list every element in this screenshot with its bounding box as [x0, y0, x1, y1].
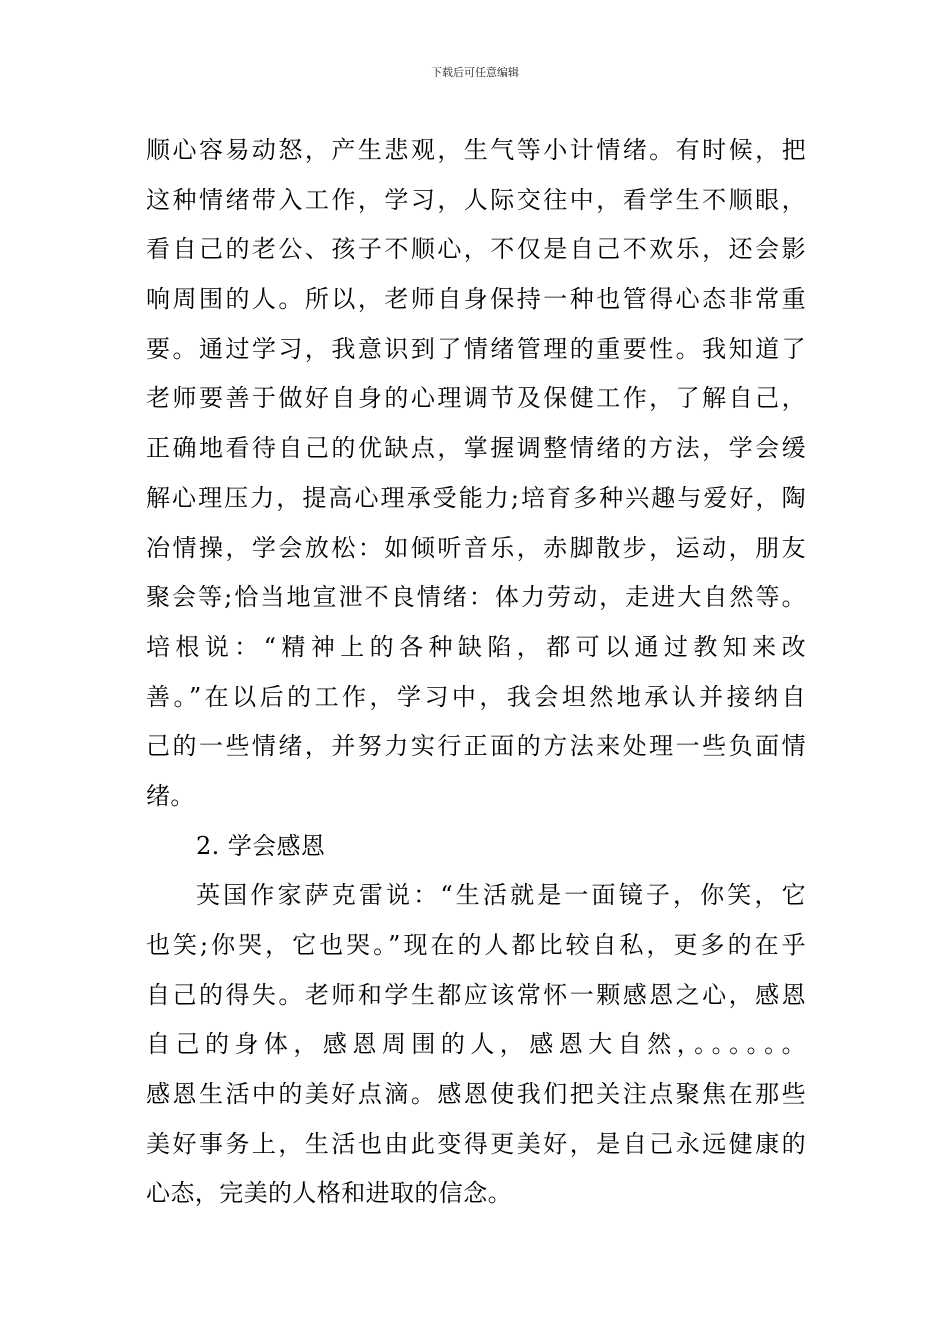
- page-header: 下载后可任意编辑: [431, 66, 519, 79]
- text-line: 响周围的人。所以，老师自身保持一种也管得心态非常重: [146, 285, 806, 314]
- text-line: 正确地看待自己的优缺点，掌握调整情绪的方法，学会缓: [146, 434, 806, 463]
- text-line: 己的一些情绪，并努力实行正面的方法来处理一些负面情: [146, 732, 806, 761]
- section-heading: 2. 学会感恩: [196, 831, 326, 860]
- text-line: 绪。: [146, 781, 195, 810]
- text-line: 也笑;你哭，它也哭。”现在的人都比较自私，更多的在乎: [146, 931, 806, 959]
- text-line: 自己的身体，感恩周围的人，感恩大自然，。。。。。。: [146, 1030, 806, 1059]
- text-line: 感恩生活中的美好点滴。感恩使我们把关注点聚焦在那些: [146, 1080, 806, 1109]
- text-line: 顺心容易动怒，产生悲观，生气等小计情绪。有时候，把: [146, 136, 806, 164]
- text-line: 英国作家萨克雷说：“生活就是一面镜子，你笑，它: [196, 881, 806, 910]
- text-line: 要。通过学习，我意识到了情绪管理的重要性。我知道了: [146, 334, 806, 363]
- text-line: 聚会等;恰当地宣泄不良情绪：体力劳动，走进大自然等。: [146, 583, 806, 612]
- document-body: [146, 126, 806, 1219]
- text-line: 这种情绪带入工作，学习，人际交往中，看学生不顺眼，: [146, 185, 806, 214]
- text-line: 自己的得失。老师和学生都应该常怀一颗感恩之心，感恩: [146, 980, 806, 1009]
- text-line: 老师要善于做好自身的心理调节及保健工作，了解自己，: [146, 384, 806, 413]
- text-line: 善。”在以后的工作，学习中，我会坦然地承认并接纳自: [146, 682, 806, 711]
- text-line: 培根说：“精神上的各种缺陷，都可以通过教知来改: [146, 632, 806, 661]
- text-line: 看自己的老公、孩子不顺心，不仅是自己不欢乐，还会影: [146, 235, 806, 264]
- text-line: 美好事务上，生活也由此变得更美好，是自己永远健康的: [146, 1129, 806, 1158]
- text-line: 冶情操，学会放松：如倾听音乐，赤脚散步，运动，朋友: [146, 533, 806, 562]
- text-line: 解心理压力，提高心理承受能力;培育多种兴趣与爱好，陶: [146, 483, 806, 512]
- text-line: 心态，完美的人格和进取的信念。: [146, 1179, 512, 1208]
